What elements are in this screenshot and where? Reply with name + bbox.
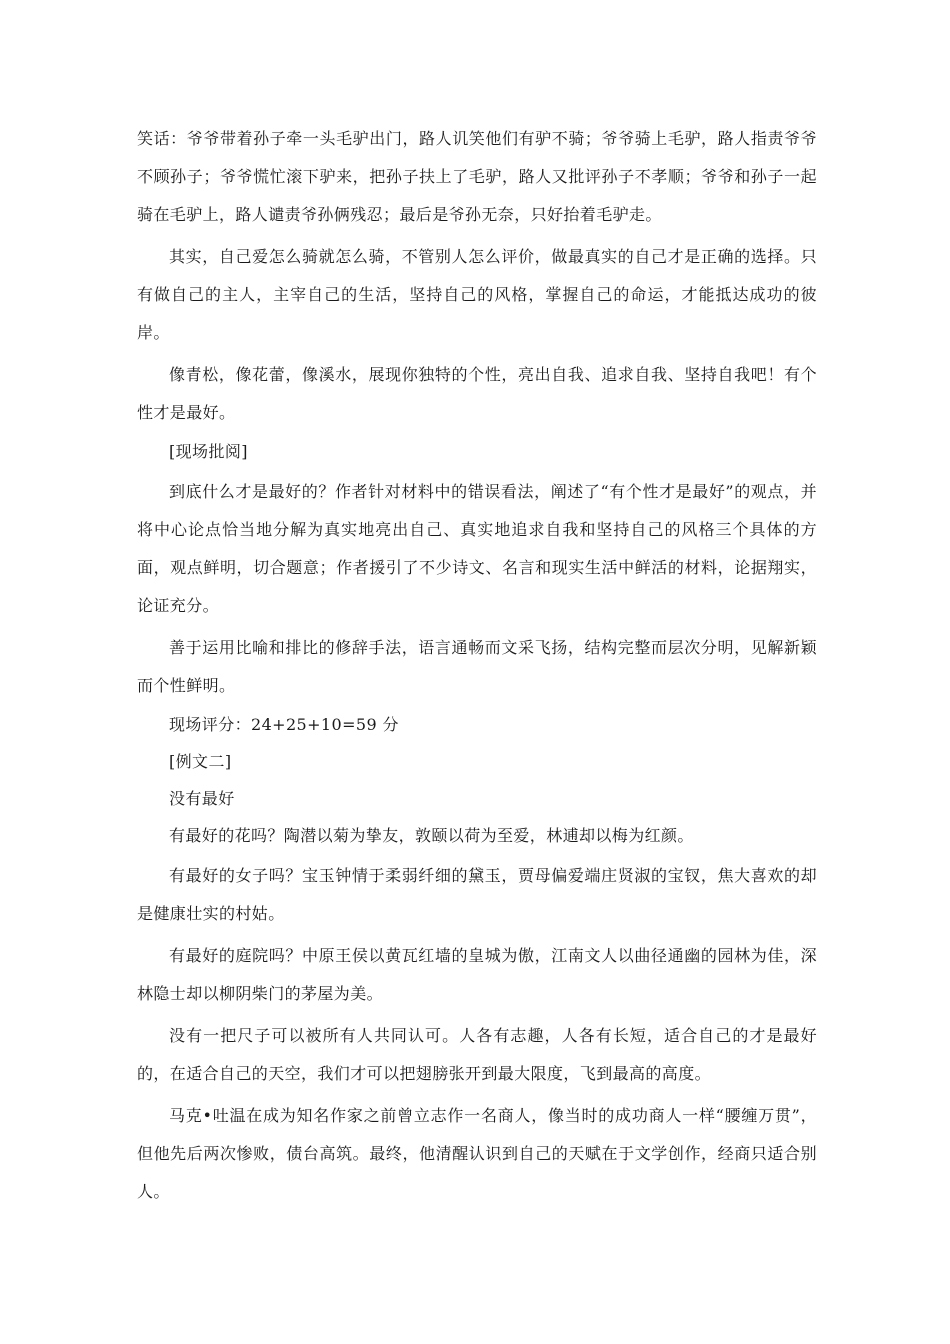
section-heading-review: [现场批阅] — [169, 442, 248, 461]
paragraph-conclusion: 像青松，像花蕾，像溪水，展现你独特的个性，亮出自我、追求自我、坚持自我吧！有个性才是最好。 — [137, 365, 817, 422]
paragraph-be-yourself: 其实，自己爱怎么骑就怎么骑，不管别人怎么评价，做最真实的自己才是正确的选择。只有做自己的主人，主宰自己的生活，坚持自己的风格，掌握自己的命运，才能抵达成功的彼岸。 — [137, 247, 817, 342]
essay-title: 没有最好 — [169, 789, 235, 808]
section-heading-example-two: [例文二] — [169, 752, 232, 771]
paragraph-women: 有最好的女子吗？宝玉钟情于柔弱纤细的黛玉，贾母偏爱端庄贤淑的宝钗，焦大喜欢的却是健康壮实的村姑。 — [137, 866, 817, 923]
paragraph-courtyards: 有最好的庭院吗？中原王侯以黄瓦红墙的皇城为傲，江南文人以曲径通幽的园林为佳，深林隐士却以柳阴柴门的茅屋为美。 — [137, 946, 817, 1003]
paragraph-mark-twain: 马克•吐温在成为知名作家之前曾立志作一名商人，像当时的成功商人一样“腰缠万贯”，但他先后两次惨败，债台高筑。最终，他清醒认识到自己的天赋在于文学创作，经商只适合别人。 — [137, 1106, 817, 1201]
document-body — [137, 120, 817, 1215]
paragraph-joke: 笑话：爷爷带着孙子牵一头毛驴出门，路人讥笑他们有驴不骑；爷爷骑上毛驴，路人指责爷爷不顾孙子；爷爷慌忙滚下驴来，把孙子扶上了毛驴，路人又批评孙子不孝顺；爷爷和孙子一起骑在毛驴上，路人谴责爷孙俩残忍；最后是爷孙无奈，只好抬着毛驴走。 — [137, 129, 817, 224]
paragraph-review-analysis: 到底什么才是最好的？作者针对材料中的错误看法，阐述了“有个性才是最好”的观点，并将中心论点恰当地分解为真实地亮出自己、真实地追求自我和坚持自己的风格三个具体的方面，观点鲜明，切合题意；作者援引了不少诗文、名言和现实生活中鲜活的材料，论据翔实，论证充分。 — [137, 482, 817, 615]
paragraph-flowers: 有最好的花吗？陶潜以菊为挚友，敦颐以荷为至爱，林逋却以梅为红颜。 — [169, 826, 694, 845]
score-line: 现场评分：24+25+10=59 分 — [169, 715, 399, 734]
paragraph-no-ruler: 没有一把尺子可以被所有人共同认可。人各有志趣，人各有长短，适合自己的才是最好的，在适合自己的天空，我们才可以把翅膀张开到最大限度，飞到最高的高度。 — [137, 1026, 817, 1083]
paragraph-review-language: 善于运用比喻和排比的修辞手法，语言通畅而文采飞扬，结构完整而层次分明，见解新颖而个性鲜明。 — [137, 638, 817, 695]
